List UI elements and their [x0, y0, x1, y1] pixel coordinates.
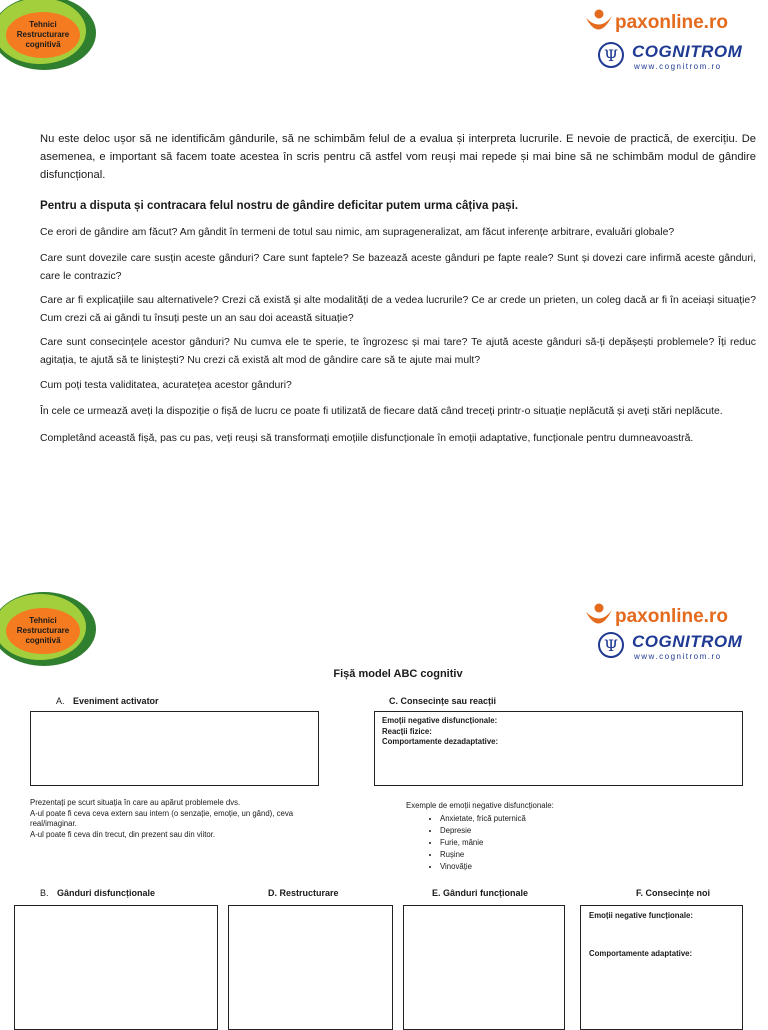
psi-icon — [598, 42, 624, 68]
section-d-header: D. Restructurare — [268, 888, 339, 898]
examples-list — [406, 813, 526, 873]
box-b-dysfunctional-thoughts[interactable] — [14, 905, 218, 1030]
badge-line1: Tehnici — [29, 20, 57, 29]
c-behavior-label: Comportamente dezadaptative: — [382, 737, 499, 746]
psi-icon — [598, 632, 624, 658]
box-f-new-consequences[interactable] — [580, 905, 743, 1030]
paxonline-logo — [584, 6, 754, 40]
cognitrom-logo — [598, 632, 758, 662]
section-b-label: Gânduri disfuncționale — [57, 888, 156, 898]
examples-title: Exemple de emoții negative disfuncționale: — [406, 801, 554, 810]
question-7: Completând această fișă, pas cu pas, veți reuși să transformați emoțiile disfuncționale în emoții adaptative, funcționale pentru dumneavoastră. — [40, 433, 694, 444]
a-instructions — [30, 798, 330, 840]
cognitrom-logo — [598, 42, 758, 72]
list-item: • Vinovăție — [440, 861, 526, 873]
question-3: Care ar fi explicațiile sau alternativele? Crezi că există și alte modalități de a vedea lucrurile? Ce ar crede un prieten, un coleg dacă ar fi în aceiași situație? Cum crezi că ai gândi tu însuți peste un an sau doi această situație? — [40, 295, 756, 324]
f-behavior-label: Comportamente adaptative: — [589, 948, 693, 958]
section-a-header — [56, 696, 159, 706]
question-5: Cum poți testa validitatea, acuratețea acestor gânduri? — [40, 380, 292, 391]
form-title: Fișă model ABC cognitiv — [333, 668, 463, 680]
paxonline-person-icon — [584, 600, 614, 634]
section-f-header: F. Consecințe noi — [636, 888, 711, 898]
page1-heading: Pentru a disputa și contracara felul nostru de gândire deficitar putem urma câțiva pași. — [40, 199, 519, 212]
svg-text:Ψ: Ψ — [603, 46, 619, 65]
c-physical-label: Reacții fizice: — [382, 726, 432, 736]
badge-line1: Tehnici — [29, 616, 57, 625]
box-c-consequences[interactable] — [374, 711, 743, 786]
a-note-1: Prezentați pe scurt situația în care au apărut problemele dvs. — [30, 798, 241, 807]
list-item: • Rușine — [440, 849, 526, 861]
intro-paragraph: Nu este deloc ușor să ne identificăm gândurile, să ne schimbăm felul de a evalua și interpreta lucrurile. E nevoie de practică, de exercițiu. De asemenea, e important să facem toate acestea în scris pentru că astfel vom reuși mai repede și mai bine să ne schimbăm modul de gândire disfuncțional. — [40, 133, 756, 181]
question-2: Care sunt dovezile care susțin aceste gânduri? Care sunt faptele? Se bazează aceste gânduri pe fapte reale? Sunt și dovezi care infirmă aceste gânduri, care le contrazic? — [40, 253, 756, 282]
section-c-header: C. Consecințe sau reacții — [389, 696, 497, 706]
box-a-activating-event[interactable] — [30, 711, 319, 786]
a-note-3: A-ul poate fi ceva din trecut, din prezent sau din viitor. — [30, 829, 216, 839]
f-emotions-label: Emoții negative funcționale: — [589, 911, 693, 920]
section-e-header: E. Gânduri funcționale — [432, 888, 529, 898]
box-e-functional-thoughts[interactable] — [403, 905, 565, 1030]
badge-line3: cognitivă — [25, 636, 61, 645]
badge-label — [6, 608, 80, 654]
badge-line3: cognitivă — [25, 40, 61, 49]
cognitrom-text: COGNITROM — [632, 42, 743, 61]
paxonline-logo — [584, 600, 754, 634]
c-emotions-label: Emoții negative disfuncționale: — [382, 716, 498, 725]
paxonline-text: paxonline.ro — [615, 12, 728, 33]
question-1: Ce erori de gândire am făcut? Am gândit în termeni de totul sau nimic, am suprageneralizat, am făcut inferențe arbitrare, evaluări globale? — [40, 227, 675, 238]
badge-line2: Restructurare — [16, 30, 70, 39]
badge-label — [6, 12, 80, 58]
badge-line2: Restructurare — [16, 626, 70, 635]
paxonline-text: paxonline.ro — [615, 606, 728, 627]
list-item: • Furie, mânie — [440, 837, 526, 849]
box-d-restructuring[interactable] — [228, 905, 393, 1030]
svg-text:Ψ: Ψ — [603, 636, 619, 655]
paxonline-person-icon — [584, 6, 614, 40]
cognitrom-text: COGNITROM — [632, 632, 743, 651]
question-6: În cele ce urmează aveți la dispoziție o fișă de lucru ce poate fi utilizată de fiecare dată când treceți printr-o situație neplăcută și aveți stări neplăcute. — [40, 406, 723, 417]
list-item: • Anxietate, frică puternică — [440, 813, 526, 825]
section-a-letter: A. — [56, 696, 65, 706]
cognitrom-url: www.cognitrom.ro — [634, 652, 722, 661]
section-a-label: Eveniment activator — [73, 696, 159, 706]
list-item: • Depresie — [440, 825, 526, 837]
cognitrom-url: www.cognitrom.ro — [634, 62, 722, 71]
question-4: Care sunt consecințele acestor gânduri? Nu cumva ele te sperie, te îngrozesc și mai tare? Te ajută aceste gânduri să-ți depășești problemele? Îți reduc agitația, te ajută să te liniștești? Nu crezi că există alt mod de gândire care să te ajute mai mult? — [40, 337, 756, 366]
a-note-2: A-ul poate fi ceva ceva extern sau intern (o senzație, emoție, un gând), ceva real/imaginar. — [30, 808, 294, 828]
section-b-header — [40, 888, 155, 898]
section-b-letter: B. — [40, 888, 49, 898]
